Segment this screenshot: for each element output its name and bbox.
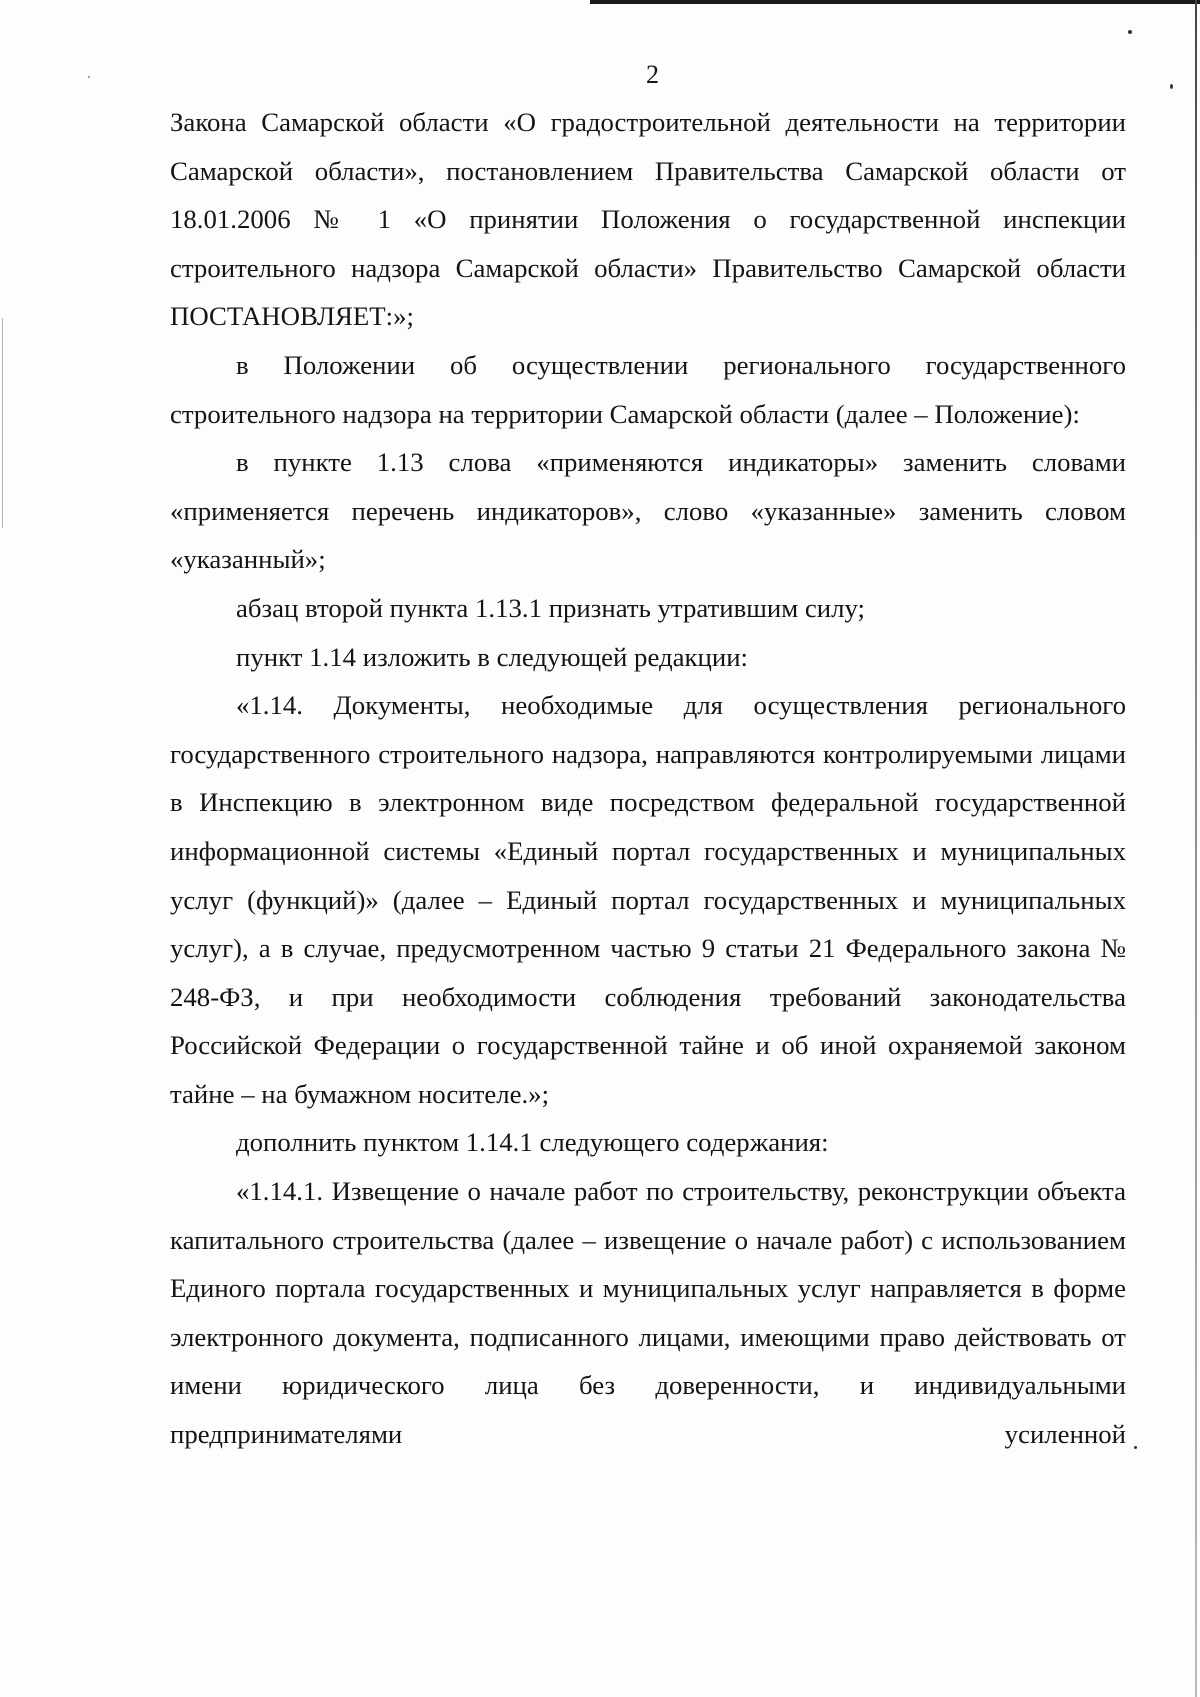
page-number: 2: [646, 60, 659, 89]
paragraph: абзац второй пункта 1.13.1 признать утратившим силу;: [236, 592, 865, 623]
paragraph: дополнить пунктом 1.14.1 следующего содержания:: [236, 1127, 829, 1158]
scan-speck: [1134, 1446, 1137, 1449]
scan-edge-left: [2, 318, 3, 528]
scan-speck: [1128, 30, 1132, 34]
paragraph: в пункте 1.13 слова «применяются индикаторы» заменить словами «применяется перечень индикаторов», слово «указанные» заменить словом «указанный»;: [170, 447, 1126, 575]
document-body: [170, 98, 1126, 1459]
paragraph: пункт 1.14 изложить в следующей редакции:: [236, 641, 748, 672]
paragraph: Закона Самарской области «О градостроительной деятельности на территории Самарской области», постановлением Правительства Самарской области от 18.01.2006 № 1 «О принятии Положения о государственной инспекции строительного надзора Самарской области» Правительство Самарской области ПОСТАНОВЛЯЕТ:»;: [170, 107, 1126, 332]
scan-edge-top: [590, 0, 1200, 4]
paragraph: «1.14. Документы, необходимые для осуществления регионального государственного строительного надзора, направляются контролируемыми лицами в Инспекцию в электронном виде посредством федеральной государственной информационной системы «Единый портал государственных и муниципальных услуг (функций)» (далее – Единый портал государственных и муниципальных услуг), а в случае, предусмотренном частью 9 статьи 21 Федерального закона № 248-ФЗ, и при необходимости соблюдения требований законодательства Российской Федерации о государственной тайне и об иной охраняемой законом тайне – на бумажном носителе.»;: [170, 690, 1126, 1109]
paragraph: в Положении об осуществлении регионального государственного строительного надзора на территории Самарской области (далее – Положение):: [170, 349, 1126, 429]
scan-edge-right: [1195, 0, 1197, 1697]
paragraph: «1.14.1. Извещение о начале работ по строительству, реконструкции объекта капитального строительства (далее – извещение о начале работ) с использованием Единого портала государственных и муниципальных услуг направляется в форме электронного документа, подписанного лицами, имеющими право действовать от имени юридического лица без доверенности, и индивидуальными предпринимателями усиленной: [170, 1176, 1126, 1450]
